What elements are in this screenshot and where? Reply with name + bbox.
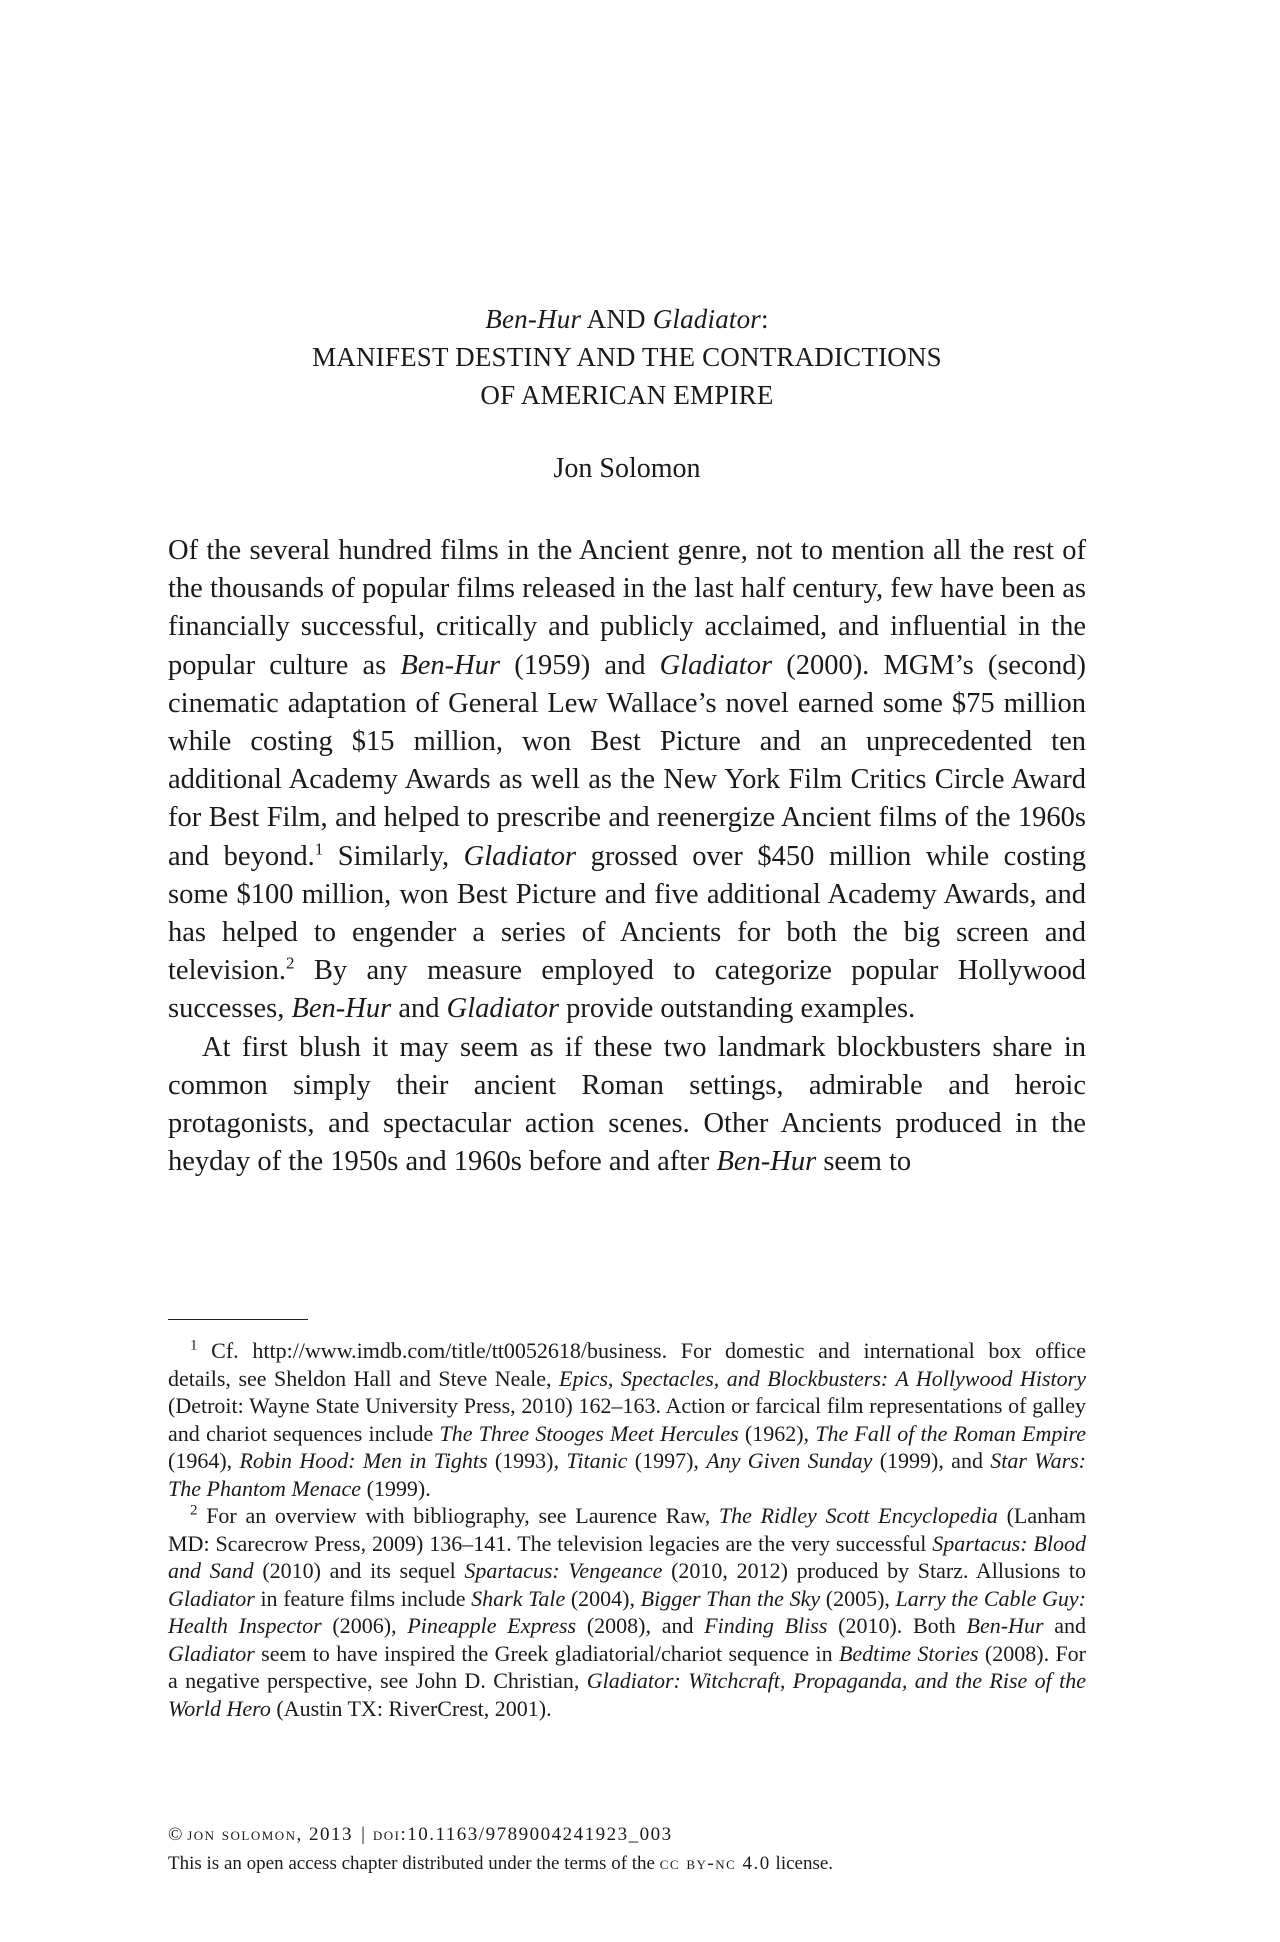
copyright-symbol: ©: [168, 1824, 183, 1845]
italic-title: Star Wars: The Phantom Menace: [168, 1448, 1087, 1501]
text-run: (2008). For a negative perspective, see John D. Christian,: [168, 1640, 1087, 1693]
italic-title: Any Given Sunday: [706, 1448, 873, 1473]
text-run: (2008), and: [576, 1613, 705, 1638]
text-run: (1964),: [168, 1448, 240, 1473]
copyright-line: [168, 1820, 1086, 1849]
text-run: seem to: [816, 1146, 912, 1178]
italic-title: Spartacus: Blood and Sand: [168, 1530, 1086, 1583]
license-line: [168, 1849, 1086, 1878]
paragraph-1: [168, 532, 1086, 1029]
italic-title: Shark Tale: [471, 1585, 566, 1611]
italic-title: Ben-Hur: [400, 649, 501, 681]
italic-title: Gladiator: [168, 1585, 255, 1611]
colophon-separator: |: [361, 1824, 365, 1845]
text-run: (1997),: [627, 1448, 707, 1473]
text-run: and: [1043, 1613, 1087, 1638]
text-run: By any measure employed to categorize popular Hollywood successes,: [168, 955, 1086, 1025]
italic-title: The Ridley Scott Encyclopedia: [718, 1503, 998, 1528]
footnote-2-mark: 2: [190, 1502, 198, 1519]
text-run: (2005),: [820, 1585, 896, 1611]
text-run: For an overview with bibliography, see Laurence Raw,: [197, 1503, 719, 1528]
italic-title: Finding Bliss: [704, 1613, 828, 1638]
italic-title: Titanic: [566, 1448, 628, 1473]
footnote-2: [168, 1502, 1086, 1722]
title-conjunction: AND: [581, 304, 653, 334]
text-run: (2010, 2012) produced by Starz. Allusions to: [662, 1558, 1087, 1583]
italic-title: Bigger Than the Sky: [640, 1585, 821, 1611]
footnotes: [168, 1337, 1086, 1722]
footnote-reference: 2: [285, 953, 295, 973]
italic-title: The Fall of the Roman Empire: [815, 1420, 1086, 1446]
title-film-2: Gladiator: [652, 304, 761, 334]
paragraph-2: [168, 1029, 1086, 1182]
italic-title: Ben-Hur: [291, 993, 392, 1025]
italic-title: Robin Hood: Men in Tights: [239, 1448, 488, 1473]
license-name: cc by-nc 4.0: [659, 1853, 771, 1874]
chapter-page: [168, 300, 1086, 1181]
italic-title: Epics, Spectacles, and Blockbusters: A Hollywood History: [559, 1365, 1086, 1391]
text-run: grossed over $450 million while costing some $100 million, won Best Picture and five additional Academy Awards, and has helped to engender a series of Ancients for both the big screen and television.: [168, 840, 1087, 987]
footnote-2-text: [168, 1503, 1086, 1721]
footnote-divider: [168, 1319, 308, 1320]
text-run: (2004),: [565, 1585, 641, 1611]
author-name: Jon Solomon: [553, 453, 701, 484]
text-run: (2010). Both: [827, 1613, 967, 1638]
body-text: [168, 532, 1086, 1181]
italic-title: Gladiator: [463, 840, 577, 872]
text-run: (1959) and: [500, 649, 660, 681]
footnote-1-mark: 1: [190, 1337, 198, 1354]
text-run: (2000). MGM’s (second) cinematic adaptation of General Lew Wallace’s novel earned some $75 million while costing $15 million, won Best Picture and an unprecedented ten additional Academy Awards as well as the New York Film Critics Circle Award for Best Film, and helped to prescribe and reenergize Ancient films of the 1960s and beyond.: [168, 649, 1086, 872]
text-run: Similarly,: [323, 840, 464, 872]
text-run: (1999).: [361, 1475, 431, 1501]
italic-title: Gladiator: [659, 649, 773, 681]
italic-title: Ben-Hur: [966, 1613, 1044, 1638]
text-run: (Austin TX: RiverCrest, 2001).: [270, 1695, 552, 1721]
text-run: seem to have inspired the Greek gladiatorial/chariot sequence in: [254, 1640, 839, 1666]
italic-title: Bedtime Stories: [838, 1640, 979, 1666]
italic-title: Larry the Cable Guy: Health Inspector: [168, 1585, 1086, 1638]
title-film-1: Ben-Hur: [485, 304, 582, 334]
text-run: (Lanham MD: Scarecrow Press, 2009) 136–141. The television legacies are the very successful: [168, 1503, 1086, 1556]
text-run: in feature films include: [254, 1585, 472, 1611]
colophon: [168, 1820, 1086, 1878]
text-run: (2006),: [321, 1613, 408, 1638]
license-prefix: This is an open access chapter distributed under the terms of the: [168, 1853, 660, 1874]
italic-title: Pineapple Express: [407, 1613, 577, 1638]
footnote-reference: 1: [314, 839, 324, 859]
text-run: (1999), and: [872, 1448, 991, 1473]
italic-title: Gladiator: Witchcraft, Propaganda, and the Rise of the World Hero: [168, 1668, 1086, 1721]
italic-title: The Three Stooges Meet Hercules: [439, 1420, 739, 1446]
text-run: (2010) and its sequel: [253, 1558, 465, 1583]
italic-title: Ben-Hur: [716, 1146, 817, 1178]
chapter-title: [168, 300, 1086, 414]
text-run: (1962),: [738, 1420, 816, 1446]
copyright-holder: jon solomon, 2013: [187, 1824, 354, 1845]
text-run: provide outstanding examples.: [559, 993, 916, 1025]
title-colon: :: [761, 304, 769, 334]
text-run: Of the several hundred films in the Ancient genre, not to mention all the rest of the thousands of popular films released in the last half century, few have been as financially successful, critically and publicly acclaimed, and influential in the popular culture as: [168, 535, 1086, 681]
footnote-1-text: [168, 1338, 1086, 1501]
footnote-1: [168, 1337, 1086, 1502]
text-run: At first blush it may seem as if these two landmark blockbusters share in common simply their ancient Roman settings, admirable and heroic protagonists, and spectacular action scenes. Other Ancients produced in the heyday of the 1950s and 1960s before and after: [168, 1031, 1086, 1178]
text-run: (1993),: [487, 1448, 567, 1473]
text-run: Cf. http://www.imdb.com/title/tt0052618/business. For domestic and international box office details, see Sheldon Hall and Steve Neale,: [168, 1338, 1086, 1391]
doi-text: doi:10.1163/9789004241923_003: [372, 1824, 673, 1845]
license-suffix: license.: [770, 1853, 834, 1874]
italic-title: Gladiator: [446, 993, 560, 1025]
text-run: (Detroit: Wayne State University Press, 2010) 162–163. Action or farcical film representations of galley and chariot sequences include: [168, 1393, 1086, 1446]
italic-title: Gladiator: [168, 1640, 255, 1666]
italic-title: Spartacus: Vengeance: [464, 1558, 663, 1583]
title-line-1: [168, 300, 1086, 338]
text-run: and: [391, 993, 447, 1025]
title-line-3: OF AMERICAN EMPIRE: [480, 380, 774, 410]
title-line-2: MANIFEST DESTINY AND THE CONTRADICTIONS: [312, 342, 942, 372]
